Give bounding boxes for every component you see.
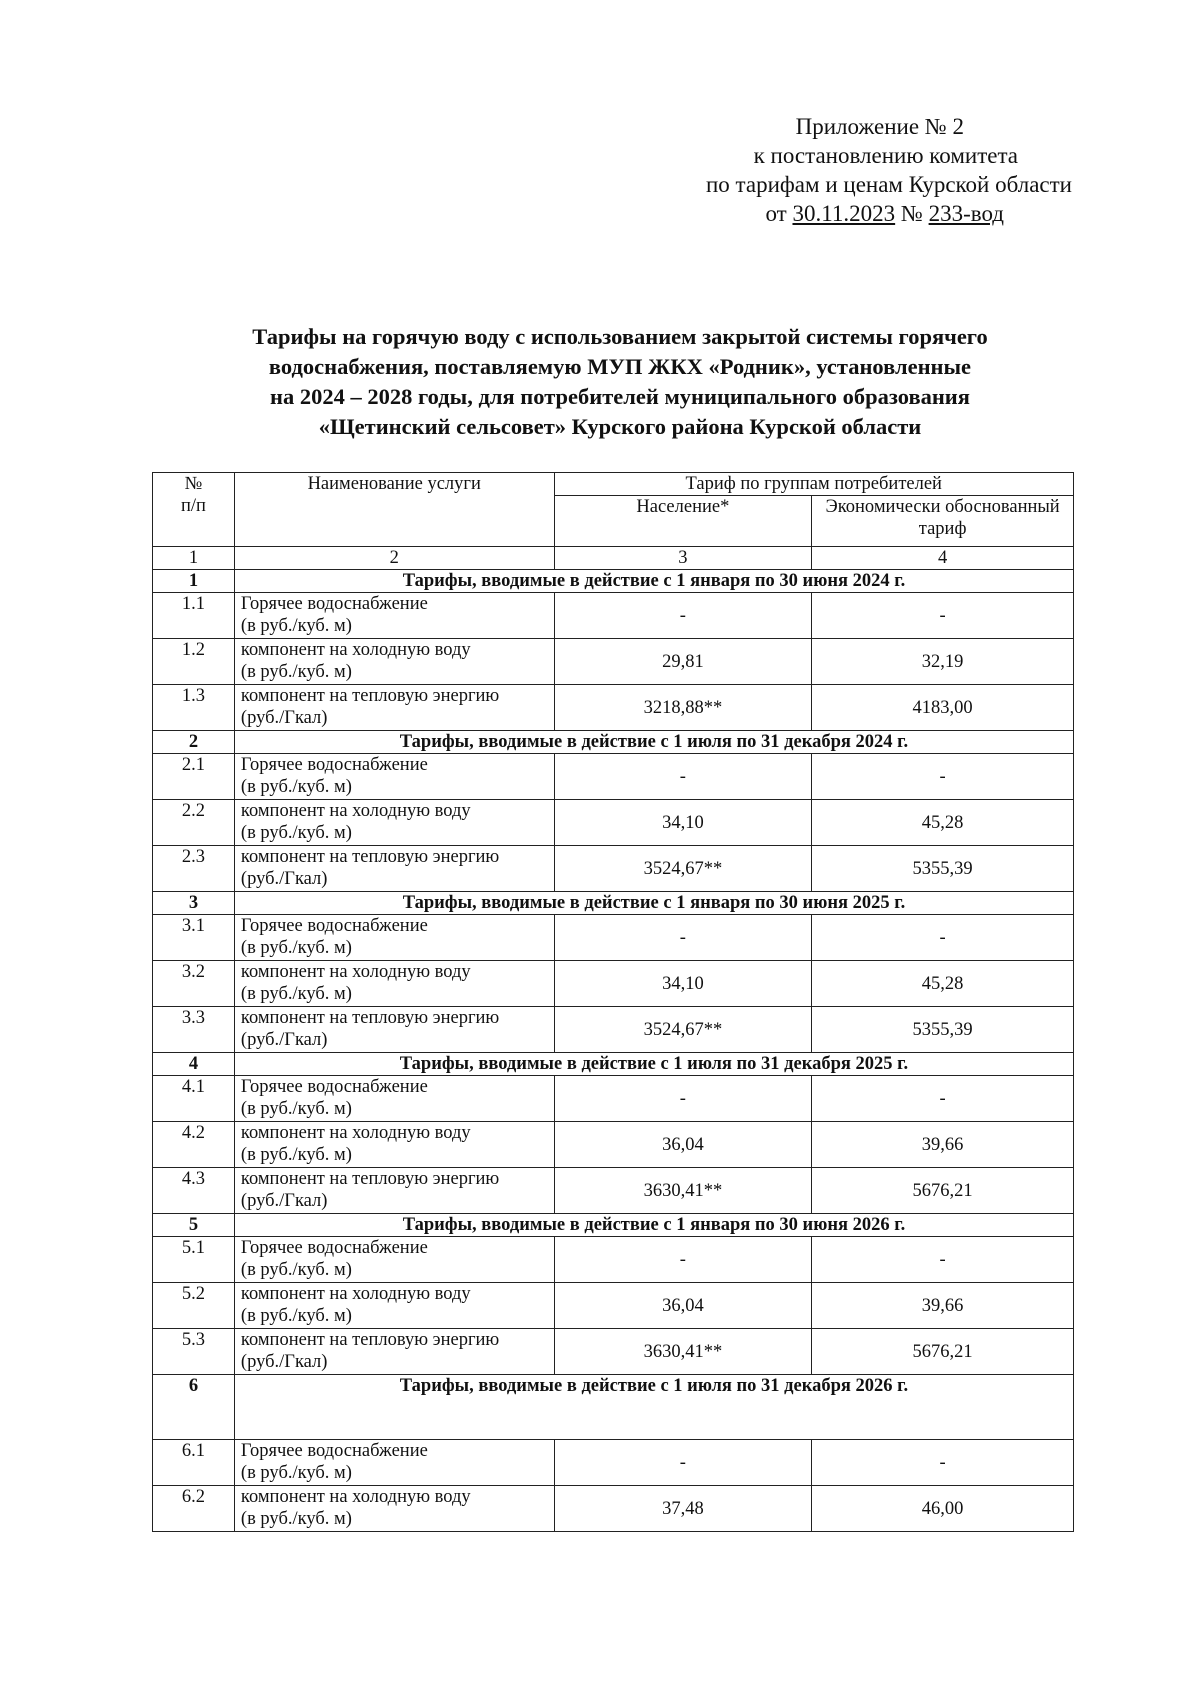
population-tariff: - (554, 1076, 812, 1122)
service-name (234, 1168, 554, 1214)
service-name-line-1: компонент на холодную воду (240, 801, 471, 821)
column-index-row (153, 547, 1074, 570)
section-title: Тарифы, вводимые в действие с 1 января по 30 июня 2024 г. (234, 570, 1073, 593)
service-name (234, 1007, 554, 1053)
population-tariff: - (554, 1440, 812, 1486)
service-name (234, 685, 554, 731)
economic-tariff: 39,66 (812, 1122, 1074, 1168)
section-row (153, 1375, 1074, 1440)
table-row (153, 1486, 1074, 1532)
service-name-line-1: компонент на холодную воду (240, 962, 471, 982)
service-name-line-1: Горячее водоснабжение (240, 916, 428, 936)
table-row (153, 593, 1074, 639)
table-row (153, 1076, 1074, 1122)
economic-tariff: 32,19 (812, 639, 1074, 685)
annex-date-prefix: от (765, 201, 793, 226)
row-number: 4.1 (153, 1076, 235, 1122)
row-number: 2.1 (153, 754, 235, 800)
section-number: 2 (153, 731, 235, 754)
table-row (153, 685, 1074, 731)
document-title (170, 322, 1070, 442)
table-row (153, 1007, 1074, 1053)
economic-tariff: - (812, 754, 1074, 800)
section-row (153, 892, 1074, 915)
header-tariff-group: Тариф по группам потребителей (554, 473, 1073, 496)
row-number: 3.3 (153, 1007, 235, 1053)
service-name (234, 1440, 554, 1486)
table-row (153, 1283, 1074, 1329)
title-line-4: «Щетинский сельсовет» Курского района Курской области (318, 414, 922, 439)
economic-tariff: - (812, 1440, 1074, 1486)
service-unit: (в руб./куб. м) (240, 938, 352, 958)
service-name (234, 1122, 554, 1168)
economic-tariff: 39,66 (812, 1283, 1074, 1329)
population-tariff: 34,10 (554, 961, 812, 1007)
table-row (153, 1122, 1074, 1168)
annex-decree: к постановлению комитета (753, 143, 1018, 168)
table-row (153, 1440, 1074, 1486)
service-unit: (в руб./куб. м) (240, 984, 352, 1004)
population-tariff: 37,48 (554, 1486, 812, 1532)
table-row (153, 1329, 1074, 1375)
section-number: 6 (153, 1375, 235, 1440)
service-name-line-1: компонент на тепловую энергию (240, 1330, 500, 1350)
service-name-line-1: компонент на холодную воду (240, 1487, 471, 1507)
service-name-line-1: компонент на холодную воду (240, 1123, 471, 1143)
row-number: 6.2 (153, 1486, 235, 1532)
economic-tariff: - (812, 1237, 1074, 1283)
row-number: 1.1 (153, 593, 235, 639)
population-tariff: - (554, 754, 812, 800)
service-unit: (в руб./куб. м) (240, 662, 352, 682)
service-unit: (в руб./куб. м) (240, 1463, 352, 1483)
section-row (153, 1053, 1074, 1076)
row-number: 5.3 (153, 1329, 235, 1375)
economic-tariff: 4183,00 (812, 685, 1074, 731)
population-tariff: 3630,41** (554, 1329, 812, 1375)
population-tariff: 34,10 (554, 800, 812, 846)
population-tariff: 29,81 (554, 639, 812, 685)
service-name-line-1: компонент на холодную воду (240, 1284, 471, 1304)
annex-decree-number: 233-вод (928, 201, 1004, 226)
section-number: 3 (153, 892, 235, 915)
section-row (153, 731, 1074, 754)
column-index-1: 1 (153, 547, 235, 570)
population-tariff: - (554, 593, 812, 639)
header-economic: Экономически обоснованный тариф (812, 496, 1074, 547)
service-name (234, 846, 554, 892)
table-row (153, 961, 1074, 1007)
column-index-4: 4 (812, 547, 1074, 570)
service-unit: (в руб./куб. м) (240, 777, 352, 797)
table-row (153, 800, 1074, 846)
header-population: Население* (554, 496, 812, 547)
service-unit: (в руб./куб. м) (240, 616, 352, 636)
section-row (153, 570, 1074, 593)
table-row (153, 639, 1074, 685)
economic-tariff: 5355,39 (812, 1007, 1074, 1053)
title-line-1: Тарифы на горячую воду с использованием закрытой системы горячего (252, 324, 988, 349)
service-unit: (руб./Гкал) (240, 1191, 328, 1211)
service-name-line-1: Горячее водоснабжение (240, 1441, 428, 1461)
title-line-2: водоснабжения, поставляемую МУП ЖКХ «Родник», установленные (268, 354, 972, 379)
tariffs-table (152, 472, 1074, 1532)
section-title: Тарифы, вводимые в действие с 1 января по 30 июня 2026 г. (234, 1214, 1073, 1237)
economic-tariff: - (812, 1076, 1074, 1122)
service-name (234, 1076, 554, 1122)
service-unit: (руб./Гкал) (240, 708, 328, 728)
column-index-3: 3 (554, 547, 812, 570)
economic-tariff: 45,28 (812, 800, 1074, 846)
section-title: Тарифы, вводимые в действие с 1 июля по 31 декабря 2025 г. (234, 1053, 1073, 1076)
header-service: Наименование услуги (234, 473, 554, 547)
table-header-row (153, 473, 1074, 496)
service-name-line-1: компонент на тепловую энергию (240, 1008, 500, 1028)
row-number: 4.2 (153, 1122, 235, 1168)
service-name (234, 961, 554, 1007)
section-number: 5 (153, 1214, 235, 1237)
service-unit: (руб./Гкал) (240, 1030, 328, 1050)
section-title: Тарифы, вводимые в действие с 1 июля по 31 декабря 2026 г. (234, 1375, 1073, 1440)
row-number: 4.3 (153, 1168, 235, 1214)
service-unit: (руб./Гкал) (240, 869, 328, 889)
service-name (234, 1329, 554, 1375)
table-row (153, 915, 1074, 961)
service-name (234, 1237, 554, 1283)
service-name (234, 754, 554, 800)
table-row (153, 754, 1074, 800)
table-row (153, 846, 1074, 892)
service-name (234, 915, 554, 961)
population-tariff: - (554, 1237, 812, 1283)
service-unit: (в руб./куб. м) (240, 1145, 352, 1165)
annex-header (592, 112, 1072, 228)
table-row (153, 1237, 1074, 1283)
economic-tariff: 45,28 (812, 961, 1074, 1007)
annex-number-prefix: № (895, 201, 929, 226)
service-name-line-1: Горячее водоснабжение (240, 1077, 428, 1097)
annex-committee: по тарифам и ценам Курской области (706, 172, 1072, 197)
service-name (234, 639, 554, 685)
service-name-line-1: Горячее водоснабжение (240, 755, 428, 775)
section-title: Тарифы, вводимые в действие с 1 января по 30 июня 2025 г. (234, 892, 1073, 915)
section-number: 1 (153, 570, 235, 593)
population-tariff: 3218,88** (554, 685, 812, 731)
row-number: 3.1 (153, 915, 235, 961)
service-unit: (руб./Гкал) (240, 1352, 328, 1372)
row-number: 5.2 (153, 1283, 235, 1329)
tariffs-table-body (153, 473, 1074, 1532)
annex-date: 30.11.2023 (792, 201, 896, 226)
row-number: 2.3 (153, 846, 235, 892)
service-name (234, 593, 554, 639)
row-number: 1.2 (153, 639, 235, 685)
population-tariff: 3524,67** (554, 846, 812, 892)
row-number: 5.1 (153, 1237, 235, 1283)
service-unit: (в руб./куб. м) (240, 1099, 352, 1119)
row-number: 6.1 (153, 1440, 235, 1486)
population-tariff: 36,04 (554, 1283, 812, 1329)
row-number: 3.2 (153, 961, 235, 1007)
service-name-line-1: компонент на тепловую энергию (240, 1169, 500, 1189)
economic-tariff: - (812, 593, 1074, 639)
section-title: Тарифы, вводимые в действие с 1 июля по 31 декабря 2024 г. (234, 731, 1073, 754)
header-num: № п/п (153, 473, 235, 547)
service-name (234, 1486, 554, 1532)
title-line-3: на 2024 – 2028 годы, для потребителей муниципального образования (270, 384, 970, 409)
service-unit: (в руб./куб. м) (240, 1260, 352, 1280)
service-name-line-1: компонент на тепловую энергию (240, 847, 500, 867)
population-tariff: 36,04 (554, 1122, 812, 1168)
section-row (153, 1214, 1074, 1237)
service-name (234, 1283, 554, 1329)
service-unit: (в руб./куб. м) (240, 1306, 352, 1326)
table-row (153, 1168, 1074, 1214)
population-tariff: 3524,67** (554, 1007, 812, 1053)
economic-tariff: 5676,21 (812, 1168, 1074, 1214)
annex-date-line (592, 199, 1072, 228)
annex-number: Приложение № 2 (795, 114, 964, 139)
row-number: 1.3 (153, 685, 235, 731)
economic-tariff: 46,00 (812, 1486, 1074, 1532)
population-tariff: - (554, 915, 812, 961)
service-name-line-1: компонент на холодную воду (240, 640, 471, 660)
service-name-line-1: компонент на тепловую энергию (240, 686, 500, 706)
section-number: 4 (153, 1053, 235, 1076)
service-name (234, 800, 554, 846)
population-tariff: 3630,41** (554, 1168, 812, 1214)
row-number: 2.2 (153, 800, 235, 846)
service-name-line-1: Горячее водоснабжение (240, 594, 428, 614)
service-name-line-1: Горячее водоснабжение (240, 1238, 428, 1258)
service-unit: (в руб./куб. м) (240, 823, 352, 843)
economic-tariff: 5676,21 (812, 1329, 1074, 1375)
column-index-2: 2 (234, 547, 554, 570)
service-unit: (в руб./куб. м) (240, 1509, 352, 1529)
economic-tariff: 5355,39 (812, 846, 1074, 892)
economic-tariff: - (812, 915, 1074, 961)
